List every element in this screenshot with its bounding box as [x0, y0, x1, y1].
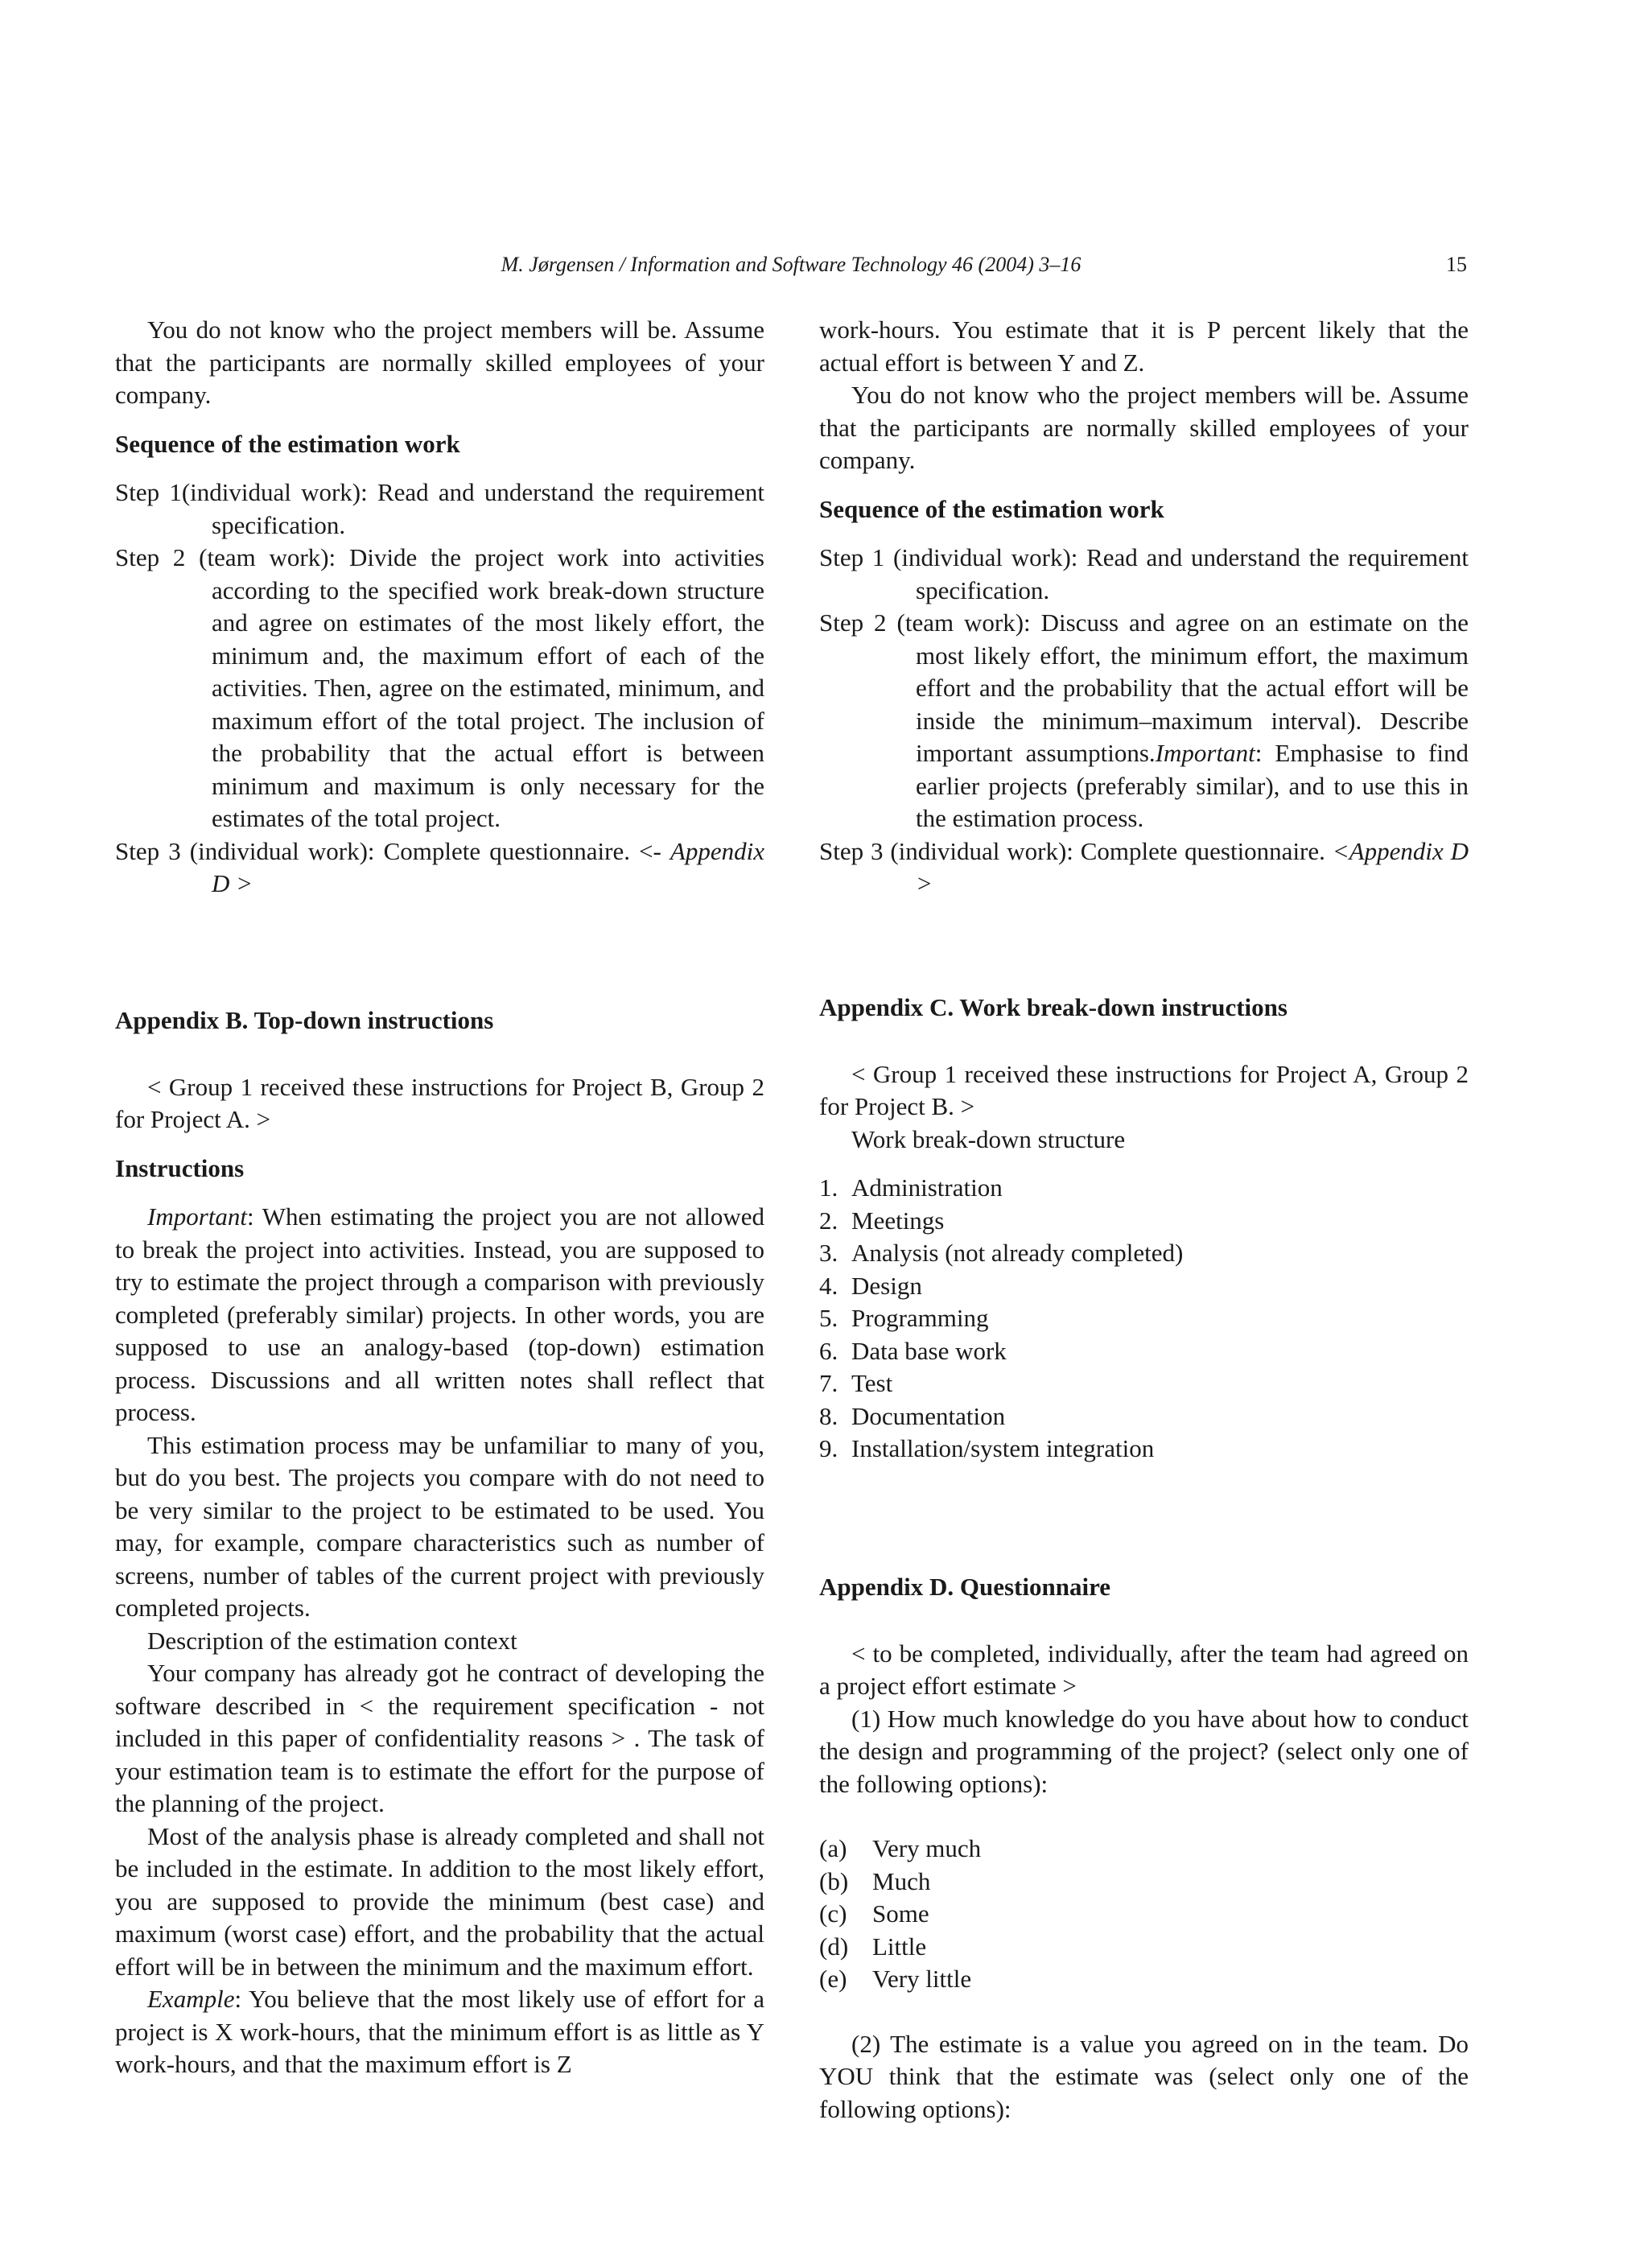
instructions-heading: Instructions — [115, 1153, 245, 1182]
example-text: : You believe that the most likely use of effort for a project is X work-hours, that the minimum effort is as little as Y work-hours, and that the maximum effort is Z — [115, 1985, 764, 2078]
right-step-2-important: Important — [1155, 739, 1255, 767]
list-item: (b) Much — [819, 1866, 931, 1895]
steps-list — [115, 476, 764, 901]
right-column-appendix-d — [819, 1571, 1469, 2126]
right-step-2-tail: : Emphasise to find earlier projects (preferably similar), and to use this in the estimation process. — [916, 739, 1469, 832]
right-step-2-text: Step 2 (team work): Discuss and agree on an estimate on the most likely effort, the minimum effort, the maximum effort and the probability that the actual effort will be inside the minimum–maximum interval). Describe important assumptions. — [819, 608, 1469, 767]
wbs-label: Work break-down structure — [851, 1124, 1126, 1153]
list-item: 8. Documentation — [819, 1401, 1006, 1430]
appendix-b-heading: Appendix B. Top-down instructions — [115, 1006, 494, 1034]
right-steps-list — [819, 542, 1469, 901]
appendix-d-note: < to be completed, individually, after the team had agreed on a project effort estimate > — [819, 1639, 1469, 1700]
question-1: (1) How much knowledge do you have about how to conduct the design and programming of the project? (select only one of the following options): — [819, 1704, 1469, 1798]
appendix-b-group-note: < Group 1 received these instructions for Project B, Group 2 for Project A. > — [115, 1072, 764, 1133]
appendix-c-group-note: < Group 1 received these instructions for Project A, Group 2 for Project B. > — [819, 1059, 1469, 1120]
list-item: 9. Installation/system integration — [819, 1434, 1155, 1462]
wbs-list — [819, 1172, 1469, 1466]
right-intro-paragraph: You do not know who the project members will be. Assume that the participants are normally skilled employees of your company. — [819, 381, 1469, 474]
list-item: 3. Analysis (not already completed) — [819, 1239, 1184, 1267]
list-item: 5. Programming — [819, 1304, 989, 1332]
step-3 — [115, 835, 764, 901]
continued-paragraph: work-hours. You estimate that it is P percent likely that the actual effort is between Y and Z. — [819, 315, 1469, 377]
example-paragraph — [115, 1983, 764, 2081]
step-3-ref: Appendix D > — [212, 836, 764, 897]
right-sequence-heading: Sequence of the estimation work — [819, 494, 1164, 523]
sequence-heading: Sequence of the estimation work — [115, 429, 460, 458]
list-item: 2. Meetings — [819, 1206, 945, 1235]
appendix-c-heading: Appendix C. Work break-down instructions — [819, 993, 1288, 1021]
left-column-top — [115, 314, 764, 901]
appendix-d-heading: Appendix D. Questionnaire — [819, 1573, 1111, 1601]
list-item: 7. Test — [819, 1369, 893, 1397]
example-label: Example — [147, 1985, 235, 2013]
step-1: Step 1(individual work): Read and understand the requirement specification. — [115, 478, 764, 539]
right-column-appendix-c — [819, 992, 1469, 1466]
paragraph-unfamiliar: This estimation process may be unfamiliar to many of you, but do you best. The projects you compare with do not need to be very similar to the project to be estimated to be used. You may, for example, compare characteristics such as number of screens, number of tables of the current project with previously completed projects. — [115, 1430, 764, 1622]
list-item: (e) Very little — [819, 1965, 972, 1993]
important-label: Important — [147, 1202, 247, 1231]
step-3-text: Step 3 (individual work): Complete questionnaire. <- — [115, 836, 661, 865]
step-2: Step 2 (team work): Divide the project work into activities according to the specified work break-down structure and agree on estimates of the most likely effort, the minimum and, the maximum effort of each of the activities. Then, agree on the estimated, minimum, and maximum effort of the total project. The inclusion of the probability that the actual effort is between minimum and maximum is only necessary for the estimates of the total project. — [115, 543, 764, 832]
list-item: (c) Some — [819, 1899, 929, 1928]
list-item: 4. Design — [819, 1271, 922, 1300]
paragraph-analysis: Most of the analysis phase is already completed and shall not be included in the estimate. In addition to the most likely effort, you are supposed to provide the minimum (best case) and maximum (worst case) effort, and the probability that the actual effort will be in between the minimum and the maximum effort. — [115, 1821, 764, 1981]
right-column-top — [819, 314, 1469, 901]
page-number: 15 — [1446, 253, 1467, 276]
right-step-3-text: Step 3 (individual work): Complete questionnaire. — [819, 836, 1325, 865]
question-2: (2) The estimate is a value you agreed on in the team. Do YOU think that the estimate was (select only one of the following options): — [819, 2029, 1469, 2123]
right-step-3 — [819, 835, 1469, 901]
right-step-3-ref: <Appendix D > — [916, 836, 1469, 897]
list-item: 6. Data base work — [819, 1336, 1007, 1365]
right-step-2 — [819, 607, 1469, 835]
list-item: (a) Very much — [819, 1834, 982, 1862]
intro-paragraph: You do not know who the project members will be. Assume that the participants are normally skilled employees of your company. — [115, 315, 764, 409]
list-item: (d) Little — [819, 1932, 927, 1961]
journal-citation: M. Jørgensen / Information and Software Technology 46 (2004) 3–16 — [501, 253, 1082, 276]
question-1-options — [819, 1833, 1469, 1996]
list-item: 1. Administration — [819, 1173, 1003, 1202]
paragraph-contract: Your company has already got he contract of developing the software described in < the requirement specification - not included in this paper of confidentiality reasons > . The task of your estimation team is to estimate the effort for the purpose of the planning of the project. — [115, 1659, 764, 1817]
important-text: : When estimating the project you are not allowed to break the project into activities. Instead, you are supposed to try to estimate the project through a comparison with previously completed (preferably similar) projects. In other words, you are supposed to use an analogy-based (top-down) estimation process. Discussions and all written notes shall reflect that process. — [115, 1202, 764, 1426]
running-head — [115, 253, 1467, 285]
important-paragraph — [115, 1201, 764, 1429]
right-step-1: Step 1 (individual work): Read and understand the requirement specification. — [819, 543, 1469, 604]
paragraph-context-label: Description of the estimation context — [147, 1626, 517, 1655]
left-column-appendix-b — [115, 1004, 764, 2081]
